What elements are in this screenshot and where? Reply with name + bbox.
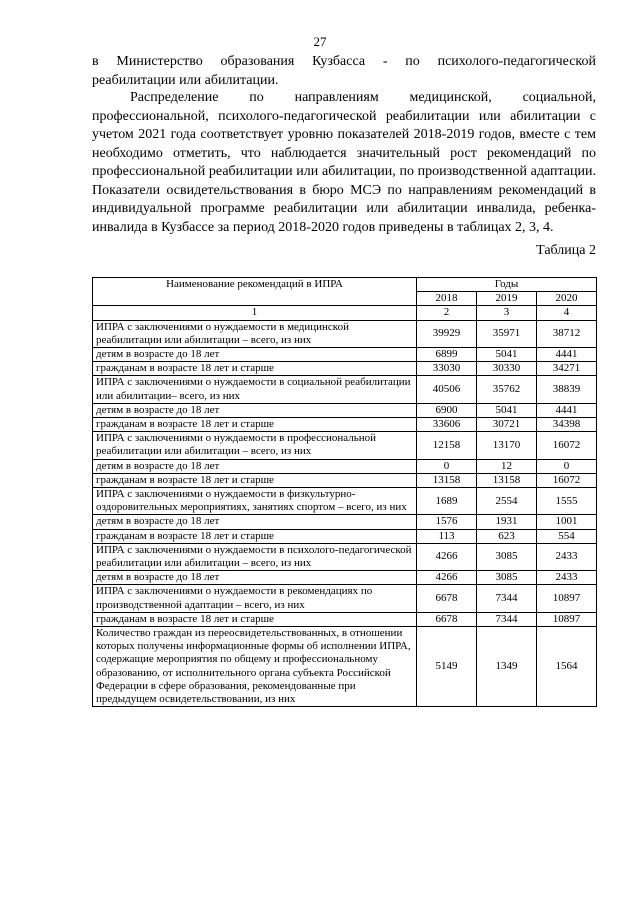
- value-cell: 554: [537, 529, 597, 543]
- value-cell: 7344: [477, 612, 537, 626]
- value-cell: 12158: [417, 432, 477, 459]
- column-number-row: [93, 306, 597, 320]
- header-row: [93, 278, 597, 292]
- row-label-cell: гражданам в возрасте 18 лет и старше: [93, 529, 417, 543]
- value-cell: 4441: [537, 403, 597, 417]
- row-label-cell: ИПРА с заключениями о нуждаемости в физкультурно-оздоровительных мероприятиях, занятиях спортом – всего, из них: [93, 488, 417, 515]
- value-cell: 2554: [477, 488, 537, 515]
- row-label-cell: детям в возрасте до 18 лет: [93, 348, 417, 362]
- value-cell: 1001: [537, 515, 597, 529]
- value-cell: 30330: [477, 362, 537, 376]
- table-row: [93, 403, 597, 417]
- recommendations-table: [92, 277, 597, 707]
- row-label-cell: Количество граждан из переосвидетельствованных, в отношении которых получены информационные формы об исполнении ИПРА, содержащие мероприятия по общему и профессиональному образованию, от исполнительного органа субъекта Российской Федерации в сфере образования, рекомендованные при предыдущем освидетельствовании, из них: [93, 627, 417, 707]
- value-cell: 10897: [537, 612, 597, 626]
- value-cell: 4441: [537, 348, 597, 362]
- value-cell: 1555: [537, 488, 597, 515]
- row-label-cell: детям в возрасте до 18 лет: [93, 403, 417, 417]
- table-label: Таблица 2: [536, 243, 596, 258]
- paragraph-1: в Министерство образования Кузбасса - по психолого-педагогической реабилитации или абилитации.: [92, 54, 596, 88]
- value-cell: 6678: [417, 585, 477, 612]
- value-cell: 6899: [417, 348, 477, 362]
- table-row: [93, 543, 597, 570]
- year-cell: 2019: [477, 292, 537, 306]
- value-cell: 13158: [417, 473, 477, 487]
- value-cell: 1689: [417, 488, 477, 515]
- value-cell: 1564: [537, 627, 597, 707]
- value-cell: 16072: [537, 432, 597, 459]
- table-row: [93, 585, 597, 612]
- table-row: [93, 473, 597, 487]
- row-label-cell: ИПРА с заключениями о нуждаемости в социальной реабилитации или абилитации– всего, из них: [93, 376, 417, 403]
- table-row: [93, 320, 597, 347]
- value-cell: 2433: [537, 543, 597, 570]
- year-cell: 2018: [417, 292, 477, 306]
- value-cell: 113: [417, 529, 477, 543]
- value-cell: 12: [477, 459, 537, 473]
- value-cell: 5041: [477, 403, 537, 417]
- row-label-cell: ИПРА с заключениями о нуждаемости в психолого-педагогической реабилитации или абилитации – всего, из них: [93, 543, 417, 570]
- value-cell: 623: [477, 529, 537, 543]
- row-label-cell: ИПРА с заключениями о нуждаемости в рекомендациях по производственной адаптации – всего, из них: [93, 585, 417, 612]
- table-row: [93, 612, 597, 626]
- value-cell: 6900: [417, 403, 477, 417]
- column-number-cell: 3: [477, 306, 537, 320]
- year-cell: 2020: [537, 292, 597, 306]
- row-label-cell: детям в возрасте до 18 лет: [93, 459, 417, 473]
- value-cell: 4266: [417, 543, 477, 570]
- value-cell: 40506: [417, 376, 477, 403]
- value-cell: 33606: [417, 418, 477, 432]
- table-row: [93, 376, 597, 403]
- row-label-cell: гражданам в возрасте 18 лет и старше: [93, 473, 417, 487]
- value-cell: 10897: [537, 585, 597, 612]
- table-row: [93, 362, 597, 376]
- value-cell: 16072: [537, 473, 597, 487]
- row-label-cell: гражданам в возрасте 18 лет и старше: [93, 362, 417, 376]
- row-label-cell: детям в возрасте до 18 лет: [93, 515, 417, 529]
- value-cell: 35971: [477, 320, 537, 347]
- value-cell: 1349: [477, 627, 537, 707]
- paragraph-2: [92, 89, 596, 237]
- header-name-cell: Наименование рекомендаций в ИПРА: [93, 278, 417, 306]
- value-cell: 33030: [417, 362, 477, 376]
- row-label-cell: детям в возрасте до 18 лет: [93, 571, 417, 585]
- row-label-cell: гражданам в возрасте 18 лет и старше: [93, 418, 417, 432]
- header-years-cell: Годы: [417, 278, 597, 292]
- value-cell: 4266: [417, 571, 477, 585]
- table-row: [93, 459, 597, 473]
- column-number-cell: 2: [417, 306, 477, 320]
- value-cell: 30721: [477, 418, 537, 432]
- value-cell: 5149: [417, 627, 477, 707]
- value-cell: 38839: [537, 376, 597, 403]
- value-cell: 3085: [477, 571, 537, 585]
- value-cell: 5041: [477, 348, 537, 362]
- value-cell: 0: [417, 459, 477, 473]
- table-row: [93, 515, 597, 529]
- value-cell: 1931: [477, 515, 537, 529]
- table-row: [93, 418, 597, 432]
- value-cell: 0: [537, 459, 597, 473]
- row-label-cell: ИПРА с заключениями о нуждаемости в профессиональной реабилитации или абилитации – всего, из них: [93, 432, 417, 459]
- value-cell: 38712: [537, 320, 597, 347]
- value-cell: 34271: [537, 362, 597, 376]
- table-row: [93, 348, 597, 362]
- value-cell: 1576: [417, 515, 477, 529]
- row-label-cell: ИПРА с заключениями о нуждаемости в медицинской реабилитации или абилитации – всего, из них: [93, 320, 417, 347]
- paragraph-2-text: Распределение по направлениям медицинской, социальной, профессиональной, психолого-педагогической реабилитации или абилитации с учетом 2021 года соответствует уровню показателей 2018-2019 годов, вместе с тем необходимо отметить, что наблюдается значительный рост рекомендаций по профессиональной реабилитации или абилитации, по производственной адаптации. Показатели освидетельствования в бюро МСЭ по направлениям рекомендаций в индивидуальной программе реабилитации или абилитации инвалида, ребенка-инвалида в Кузбассе за период 2018-2020 годов приведены в таблицах 2, 3, 4.: [92, 90, 596, 235]
- value-cell: 2433: [537, 571, 597, 585]
- value-cell: 13158: [477, 473, 537, 487]
- column-number-cell: 1: [93, 306, 417, 320]
- value-cell: 34398: [537, 418, 597, 432]
- table-row: [93, 627, 597, 707]
- value-cell: 7344: [477, 585, 537, 612]
- value-cell: 13170: [477, 432, 537, 459]
- table-row: [93, 488, 597, 515]
- value-cell: 35762: [477, 376, 537, 403]
- row-label-cell: гражданам в возрасте 18 лет и старше: [93, 612, 417, 626]
- value-cell: 6678: [417, 612, 477, 626]
- table-row: [93, 571, 597, 585]
- value-cell: 39929: [417, 320, 477, 347]
- page-number: 27: [313, 34, 327, 49]
- table-row: [93, 529, 597, 543]
- column-number-cell: 4: [537, 306, 597, 320]
- table-row: [93, 432, 597, 459]
- value-cell: 3085: [477, 543, 537, 570]
